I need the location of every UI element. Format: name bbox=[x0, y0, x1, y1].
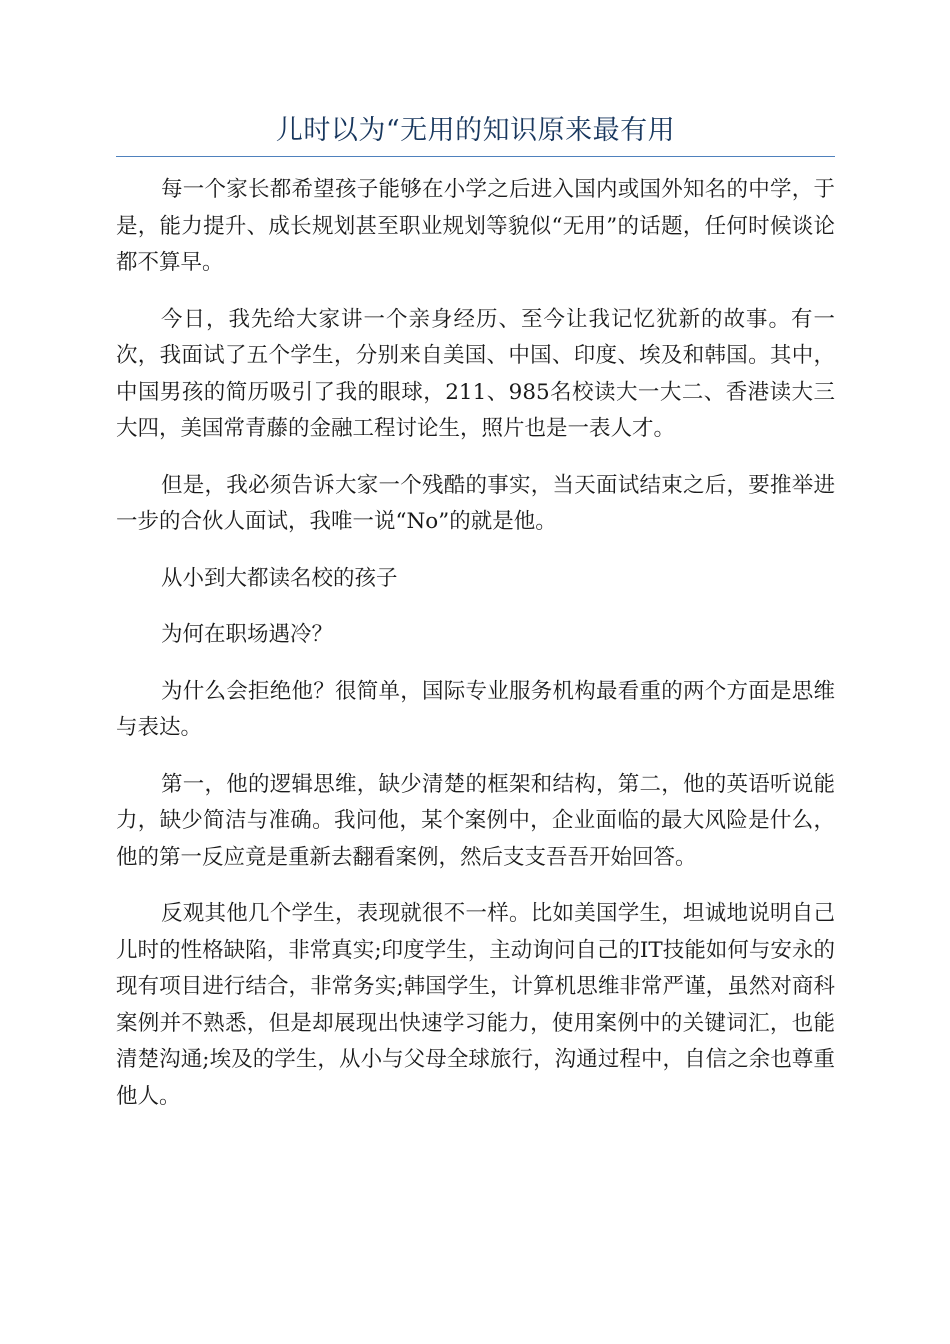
paragraph-story: 今日，我先给大家讲一个亲身经历、至今让我记忆犹新的故事。有一次，我面试了五个学生，分别来自美国、中国、印度、埃及和韩国。其中，中国男孩的简历吸引了我的眼球，211、985名校读大一大二、香港读大三大四，美国常青藤的金融工程讨论生，照片也是一表人才。 bbox=[116, 306, 835, 441]
subheading-line-2: 为何在职场遇冷？ bbox=[161, 622, 334, 647]
document-title: 儿时以为“无用的知识原来最有用 bbox=[275, 115, 676, 146]
title-block bbox=[116, 112, 835, 157]
paragraph-intro: 每一个家长都希望孩子能够在小学之后进入国内或国外知名的中学，于是，能力提升、成长规划甚至职业规划等貌似“无用”的话题，任何时候谈论都不算早。 bbox=[116, 177, 835, 275]
paragraph-fact: 但是，我必须告诉大家一个残酷的事实，当天面试结束之后，要推举进一步的合伙人面试，我唯一说“No”的就是他。 bbox=[116, 472, 835, 534]
paragraph-first: 第一，他的逻辑思维，缺少清楚的框架和结构，第二，他的英语听说能力，缺少简洁与准确。我问他，某个案例中，企业面临的最大风险是什么，他的第一反应竟是重新去翻看案例，然后支支吾吾开始回答。 bbox=[116, 771, 835, 870]
paragraph-reason: 为什么会拒绝他？很简单，国际专业服务机构最看重的两个方面是思维与表达。 bbox=[116, 678, 835, 740]
document-body bbox=[116, 172, 835, 1135]
subheading-line-1: 从小到大都读名校的孩子 bbox=[161, 565, 398, 591]
paragraph-comparison: 反观其他几个学生，表现就很不一样。比如美国学生，坦诚地说明自己儿时的性格缺陷，非常真实;印度学生，主动询问自己的IT技能如何与安永的现有项目进行结合，非常务实;韩国学生，计算机思维非常严谨，虽然对商科案例并不熟悉，但是却展现出快速学习能力，使用案例中的关键词汇，也能清楚沟通;埃及的学生，从小与父母全球旅行，沟通过程中，自信之余也尊重他人。 bbox=[116, 901, 835, 1109]
